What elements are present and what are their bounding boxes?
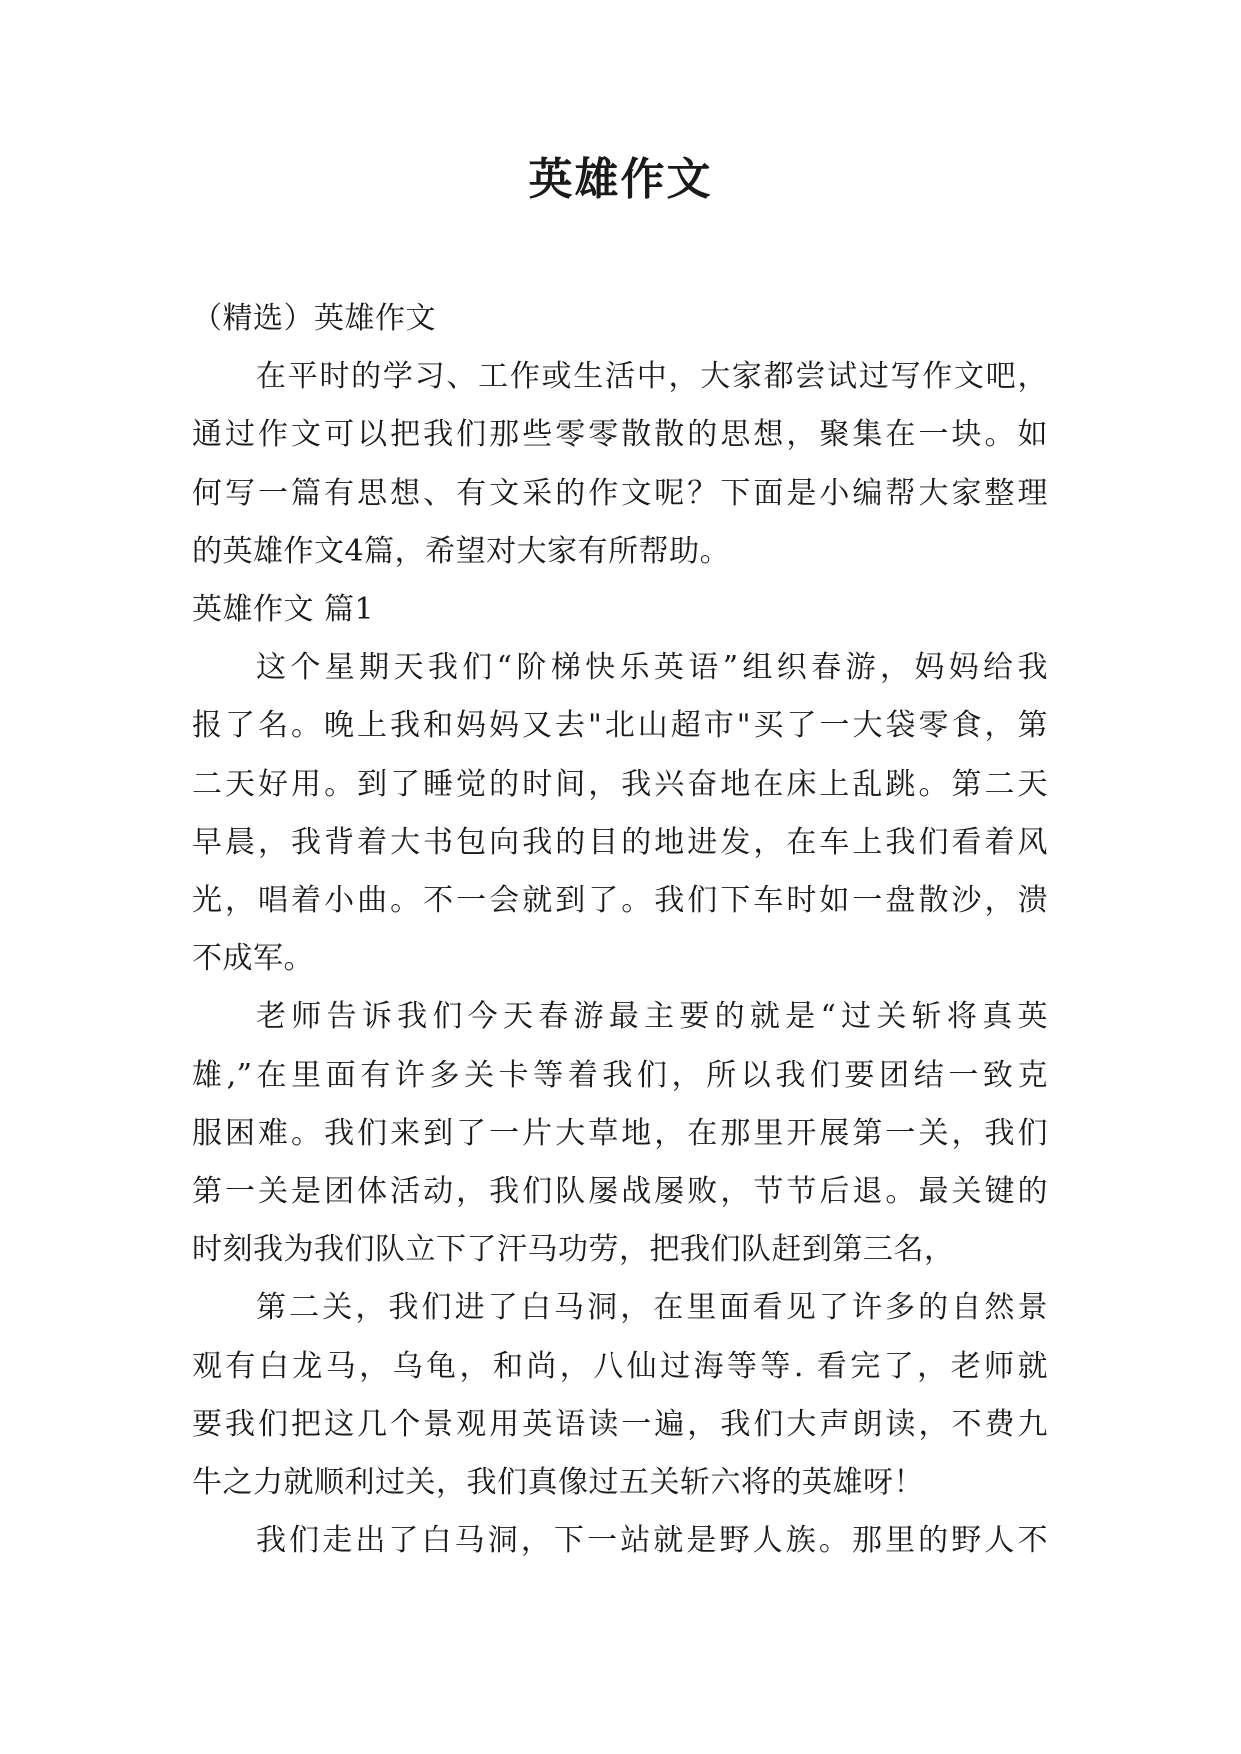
document-title: 英雄作文 xyxy=(528,154,713,205)
text-line: 不成军。 xyxy=(192,941,314,977)
text-line: 第一关是团体活动，我们队屡战屡败，节节后退。最关键的 xyxy=(192,1174,1048,1210)
text-line: 要我们把这几个景观用英语读一遍，我们大声朗读，不费九 xyxy=(192,1406,1048,1442)
text-line: 通过作文可以把我们那些零零散散的思想，聚集在一块。如 xyxy=(192,417,1048,453)
text-line: 牛之力就顺利过关，我们真像过五关斩六将的英雄呀！ xyxy=(192,1465,924,1501)
text-line: 报了名。晚上我和妈妈又去"北山超市"买了一大袋零食，第 xyxy=(192,708,1048,744)
text-line: 何写一篇有思想、有文采的作文呢？下面是小编帮大家整理 xyxy=(192,475,1048,511)
text-line: 我们走出了白马洞，下一站就是野人族。那里的野人不 xyxy=(256,1523,1048,1559)
text-line: 光，唱着小曲。不一会就到了。我们下车时如一盘散沙，溃 xyxy=(192,883,1048,919)
text-line: 早晨，我背着大书包向我的目的地进发，在车上我们看着风 xyxy=(192,824,1048,860)
text-line: 这个星期天我们“阶梯快乐英语”组织春游，妈妈给我 xyxy=(256,650,1048,686)
text-line: 的英雄作文4篇，希望对大家有所帮助。 xyxy=(192,533,731,569)
text-line: 老师告诉我们今天春游最主要的就是“过关斩将真英 xyxy=(256,999,1048,1035)
document-body xyxy=(192,290,1048,1570)
text-line: 观有白龙马，乌龟，和尚，八仙过海等等. 看完了，老师就 xyxy=(192,1348,1048,1384)
section-heading: 英雄作文 篇1 xyxy=(192,592,375,628)
section-heading: （精选）英雄作文 xyxy=(192,301,436,336)
text-line: 时刻我为我们队立下了汗马功劳，把我们队赶到第三名， xyxy=(192,1232,955,1268)
text-line: 二天好用。到了睡觉的时间，我兴奋地在床上乱跳。第二天 xyxy=(192,766,1048,802)
text-line: 雄,”在里面有许多关卡等着我们，所以我们要团结一致克 xyxy=(192,1057,1048,1093)
text-line: 在平时的学习、工作或生活中，大家都尝试过写作文吧， xyxy=(256,359,1048,395)
text-line: 第二关，我们进了白马洞，在里面看见了许多的自然景 xyxy=(256,1290,1048,1326)
text-line: 服困难。我们来到了一片大草地，在那里开展第一关，我们 xyxy=(192,1115,1048,1151)
